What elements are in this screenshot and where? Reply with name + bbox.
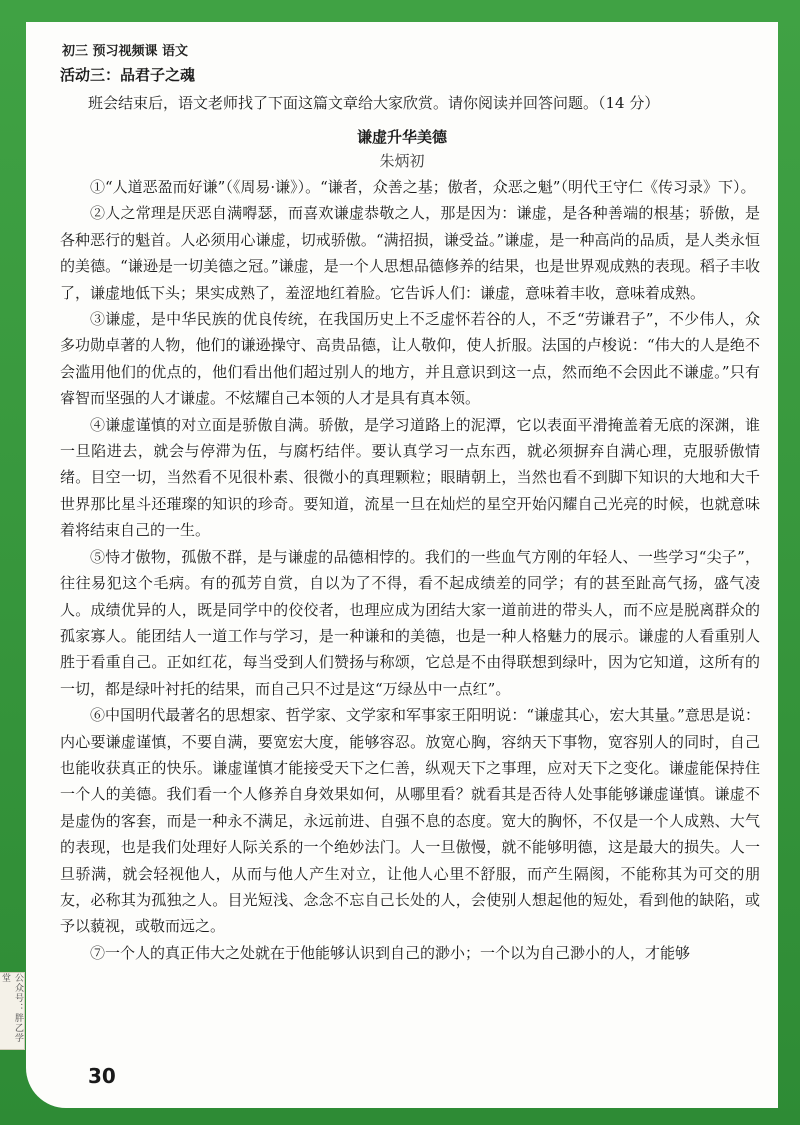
activity-title: 活动三：品君子之魂 bbox=[60, 66, 196, 84]
article-title: 谦虚升华美德 bbox=[356, 128, 447, 146]
article-author: 朱炳初 bbox=[379, 152, 425, 170]
paragraph-7: ⑦一个人的真正伟大之处就在于他能够认识到自己的渺小；一个以为自己渺小的人，才能够 bbox=[90, 943, 691, 962]
page-number: 30 bbox=[88, 1064, 116, 1088]
paragraph-1: ①“人道恶盈而好谦”（《周易·谦》）。“谦者，众善之基；傲者，众恶之魁”（明代王守仁《传习录》下）。 bbox=[90, 178, 756, 196]
paragraph-3: ③谦虚，是中华民族的优良传统，在我国历史上不乏虚怀若谷的人，不乏“劳谦君子”，不少伟人，众多功勋卓著的人物，他们的谦逊操守、高贵品德，让人敬仰，使人折服。法国的卢梭说：“伟大的人是绝不会滥用他们的优点的，他们看出他们超过别人的地方，并且意识到这一点，然而绝不会因此不谦虚。”只有睿智而坚强的人才谦虚。不炫耀自己本领的人才是具有真本领。 bbox=[60, 310, 760, 408]
article-body bbox=[60, 174, 760, 966]
paragraph-6: ⑥中国明代最著名的思想家、哲学家、文学家和军事家王阳明说：“谦虚其心，宏大其量。”意思是说：内心要谦虚谨慎，不要自满，要宽宏大度，能够容忍。放宽心胸，容纳天下事物，宽容别人的同时，自己也能收获真正的快乐。谦虚谨慎才能接受天下之仁善，纵观天下之事理，应对天下之变化。谦虚能保持住一个人的美德。我们看一个人修养自身效果如何，从哪里看？就看其是否待人处事能够谦虚谨慎。谦虚不是虚伪的客套，而是一种永不满足，永远前进、自强不息的态度。宽大的胸怀，不仅是一个人成熟、大气的表现，也是我们处理好人际关系的一个绝妙法门。人一旦傲慢，就不能够明德，这是最大的损失。人一旦骄满，就会轻视他人，从而与他人产生对立，让他人心里不舒服，而产生隔阂，不能称其为可交的朋友，必称其为孤独之人。目光短浅、念念不忘自己长处的人，会使别人想起他的短处，看到他的缺陷，或予以藐视，或敬而远之。 bbox=[60, 706, 760, 936]
paragraph-5: ⑤恃才傲物，孤傲不群，是与谦虚的品德相悖的。我们的一些血气方刚的年轻人、一些学习“尖子”，往往易犯这个毛病。有的孤芳自赏，自以为了不得，看不起成绩差的同学；有的甚至趾高气扬，盛气凌人。成绩优异的人，既是同学中的佼佼者，也理应成为团结大家一道前进的带头人，而不应是脱离群众的孤家寡人。能团结人一道工作与学习，是一种谦和的美德，也是一种人格魅力的展示。谦虚的人看重别人胜于看重自己。正如红花，每当受到人们赞扬与称颂，它总是不由得联想到绿叶，因为它知道，这所有的一切，都是绿叶衬托的结果，而自己只不过是这“万绿丛中一点红”。 bbox=[60, 547, 760, 698]
side-watermark-tab: 公众号：胖乙学堂 bbox=[0, 972, 25, 1050]
intro-text: 班会结束后，语文老师找了下面这篇文章给大家欣赏。请你阅读并回答问题。（14 分） bbox=[88, 94, 660, 112]
document-page bbox=[26, 22, 778, 1108]
paragraph-4: ④谦虚谨慎的对立面是骄傲自满。骄傲，是学习道路上的泥潭，它以表面平滑掩盖着无底的深渊，谁一旦陷进去，就会与停滞为伍，与腐朽结伴。要认真学习一点东西，就必须摒弃自满心理，克服骄傲情绪。目空一切，当然看不见很朴素、很微小的真理颗粒；眼睛朝上，当然也看不到脚下知识的大地和大千世界那比星斗还璀璨的知识的珍奇。要知道，流星一旦在灿烂的星空开始闪耀自己光亮的时候，也就意味着将结束自己的一生。 bbox=[60, 415, 760, 540]
page-header: 初三 预习视频课 语文 bbox=[62, 44, 189, 59]
paragraph-2: ②人之常理是厌恶自满嘚瑟，而喜欢谦虚恭敬之人，那是因为：谦虚，是各种善端的根基；骄傲，是各种恶行的魁首。人必须用心谦虚，切戒骄傲。“满招损，谦受益。”谦虚，是一种高尚的品质，是人类永恒的美德。“谦逊是一切美德之冠。”谦虚，是一个人思想品德修养的结果，也是世界观成熟的表现。稻子丰收了，谦虚地低下头；果实成熟了，羞涩地红着脸。它告诉人们：谦虚，意味着丰收，意味着成熟。 bbox=[60, 204, 760, 302]
